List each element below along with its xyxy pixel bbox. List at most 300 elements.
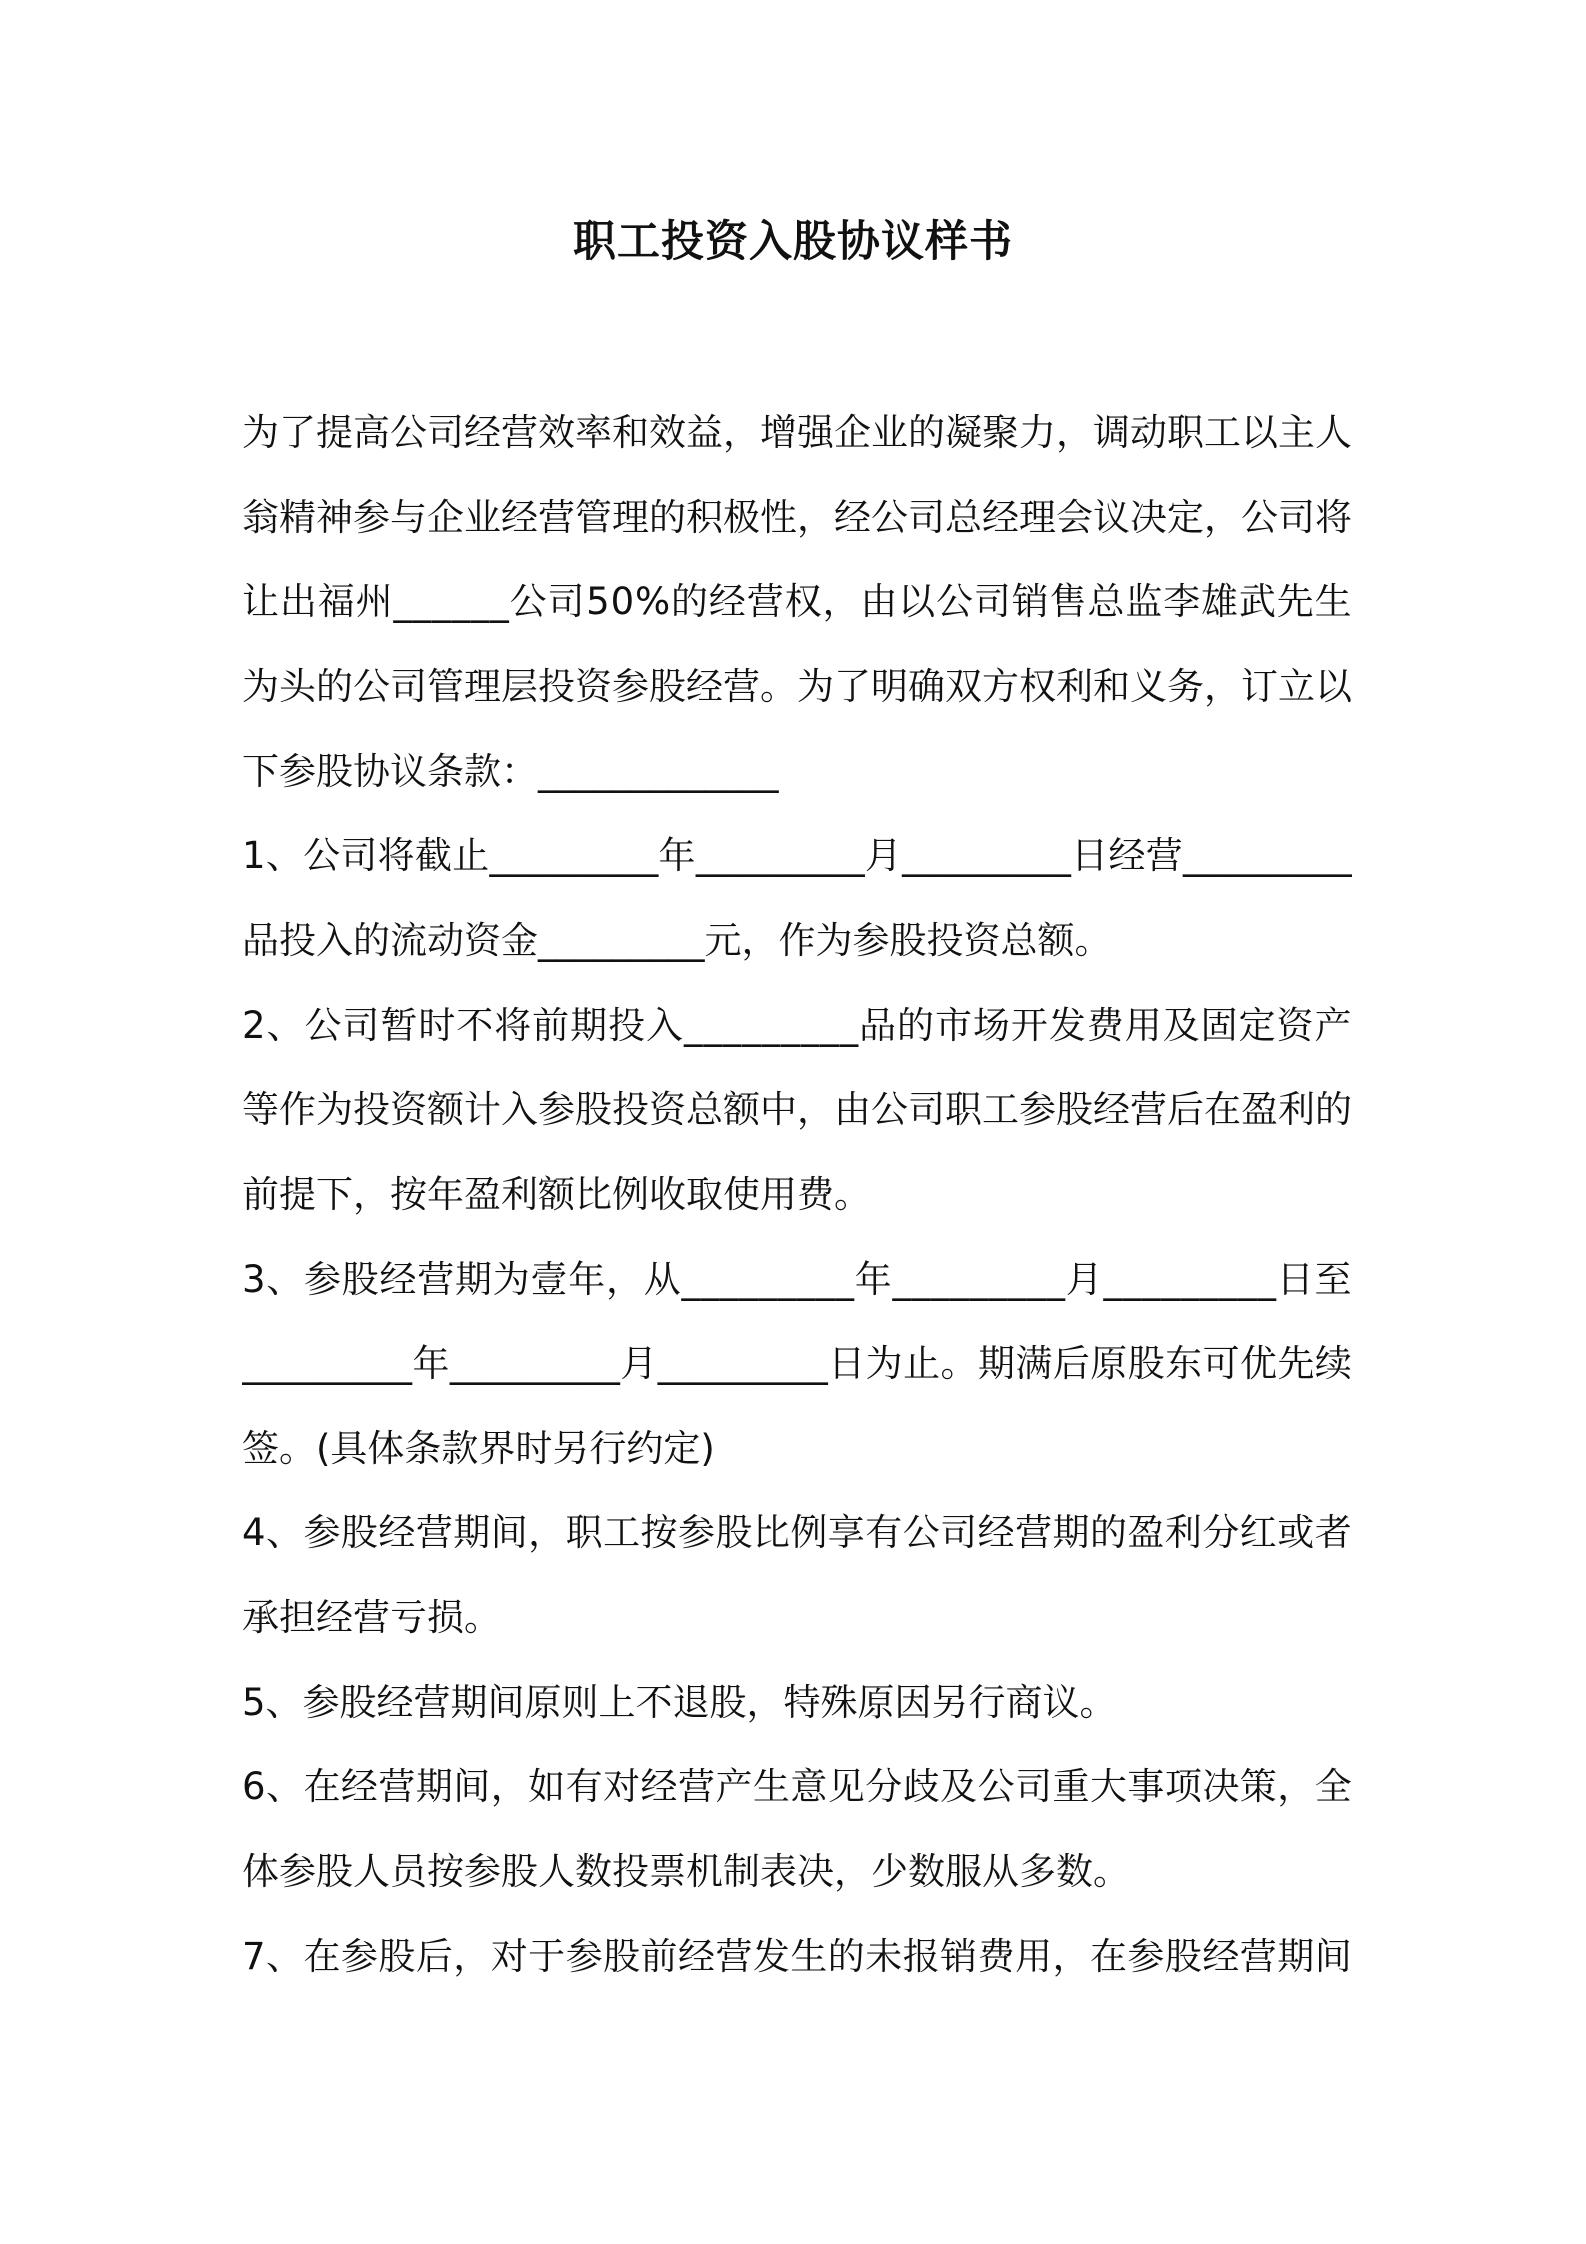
line-char: _ [835, 1258, 855, 1301]
line-char: _ [816, 1258, 835, 1301]
line-char: _ [1122, 1258, 1142, 1301]
line-char: 利 [1164, 1511, 1202, 1554]
line-char: 力 [1019, 411, 1056, 454]
line-char: 公 [977, 1765, 1015, 1808]
line-char: _ [468, 1342, 488, 1385]
line-char: 州 [355, 580, 393, 623]
line-char: 管 [575, 496, 612, 539]
line-char: 生 [752, 1765, 790, 1808]
line-char: _ [564, 834, 584, 877]
line-char: 头 [279, 665, 316, 708]
line-char: 、 [266, 1511, 303, 1554]
line-char: 参 [340, 1935, 378, 1978]
line-char: _ [781, 1004, 800, 1047]
line-char: _ [1103, 1258, 1123, 1301]
line-char: 公 [390, 411, 427, 454]
line-char: 的 [908, 411, 945, 454]
line-char: 日 [1071, 834, 1109, 877]
line-char: 司 [940, 1511, 978, 1554]
line-char: 售 [1049, 580, 1087, 623]
line-char: _ [1183, 834, 1202, 877]
line-char: _ [939, 834, 959, 877]
line-text: 前提下，按年盈利额比例收取使用费。 [242, 1173, 871, 1216]
line-char: _ [601, 1342, 620, 1385]
line-char: 会 [1056, 496, 1093, 539]
line-char: 权 [784, 580, 822, 623]
line-char: _ [506, 1342, 526, 1385]
line-char: 由 [834, 1088, 871, 1131]
line-char: 营 [538, 496, 575, 539]
line-char: _ [742, 1004, 761, 1047]
line-char: 为 [242, 411, 279, 454]
line-char: _ [1052, 834, 1071, 877]
line-char: 满 [1015, 1342, 1053, 1385]
line-char: 原 [1090, 1342, 1128, 1385]
line-char: _ [545, 834, 565, 877]
paragraph-line-4 [242, 658, 1352, 716]
line-char: 5 [586, 580, 610, 623]
line-char: 参 [304, 1258, 342, 1301]
line-char: 发 [752, 1935, 790, 1978]
line-char: _ [739, 1258, 758, 1301]
line-char: _ [695, 1342, 715, 1385]
line-char: 股 [1056, 1088, 1093, 1131]
clause-2-line-2 [242, 1081, 1352, 1139]
line-char: 、 [266, 1765, 303, 1808]
line-char: 营 [378, 1765, 416, 1808]
line-char: 股 [603, 1935, 641, 1978]
line-char: _ [733, 1342, 752, 1385]
line-char: 参 [538, 1088, 575, 1131]
line-char: 经 [640, 1765, 678, 1808]
line-char: 管 [427, 665, 464, 708]
line-char: 公 [303, 834, 341, 877]
line-char: 费 [977, 1935, 1015, 1978]
line-char: 止 [903, 1342, 941, 1385]
line-char: 前 [532, 1004, 570, 1047]
line-char: _ [720, 1258, 739, 1301]
line-char: _ [676, 1342, 696, 1385]
line-char: 额 [427, 1088, 464, 1131]
line-char: 计 [464, 1088, 501, 1131]
line-char: 职 [945, 1088, 982, 1131]
line-char: 等 [242, 1088, 279, 1131]
line-char: 企 [427, 496, 464, 539]
line-char: 经 [340, 1765, 378, 1808]
line-char: _ [820, 1004, 839, 1047]
line-char: _ [950, 1258, 969, 1301]
line-char: ， [822, 580, 860, 623]
line-char: 有 [865, 1511, 903, 1554]
line-char: _ [790, 1342, 809, 1385]
line-char: _ [1027, 1258, 1046, 1301]
line-char: _ [827, 834, 846, 877]
line-char: 暂 [380, 1004, 418, 1047]
line-char: 的 [649, 496, 686, 539]
line-char: 参 [1019, 1088, 1056, 1131]
clause-6-line-1 [242, 1758, 1352, 1816]
clause-3-line-1 [242, 1251, 1352, 1309]
line-char: 由 [860, 580, 898, 623]
line-char: ， [1204, 496, 1241, 539]
line-char: 营 [415, 1511, 453, 1554]
line-char: 开 [1010, 1004, 1048, 1047]
line-char: ， [490, 1765, 528, 1808]
line-char: 总 [945, 496, 982, 539]
line-char: 理 [1019, 496, 1056, 539]
line-char: 股 [1127, 1342, 1165, 1385]
line-char: 、 [265, 834, 303, 877]
clause-1-line-1 [242, 827, 1352, 885]
line-char: 在 [1089, 1935, 1127, 1978]
line-char: _ [1201, 834, 1221, 877]
line-char: _ [487, 1342, 507, 1385]
line-char: _ [260, 1342, 280, 1385]
line-char: 务 [1167, 665, 1204, 708]
line-char: _ [714, 1342, 734, 1385]
line-char: ， [797, 1088, 834, 1131]
line-char: 雄 [1201, 580, 1239, 623]
line-char: 经 [501, 496, 538, 539]
line-char: 4 [242, 1511, 266, 1554]
line-char: 年 [412, 1342, 450, 1385]
paragraph-line-2 [242, 489, 1352, 547]
line-char: _ [1180, 1258, 1200, 1301]
line-char: 经 [708, 580, 746, 623]
line-char: 公 [509, 580, 547, 623]
line-char: 营 [1130, 1088, 1167, 1131]
line-char: 公 [353, 665, 390, 708]
line-char: 的 [671, 580, 709, 623]
clause-5-line-1 [242, 1674, 1352, 1732]
line-text: 品投入的流动资金_________元，作为参股投资总额。 [242, 919, 1112, 962]
clause-3-line-2 [242, 1335, 1352, 1393]
line-char: 例 [790, 1511, 828, 1554]
line-char: _ [996, 834, 1015, 877]
line-char: 项 [1164, 1765, 1202, 1808]
document-title: 职工投资入股协议样书 [573, 217, 1013, 267]
line-char: 年 [568, 1258, 606, 1301]
line-char: 工 [1204, 411, 1241, 454]
line-char: 未 [865, 1935, 903, 1978]
line-char: 公 [1241, 496, 1278, 539]
line-char: 、 [266, 1004, 304, 1047]
line-char: _ [355, 1342, 375, 1385]
line-char: ， [528, 1511, 566, 1554]
line-char: 截 [414, 834, 452, 877]
line-char: 参 [565, 1935, 603, 1978]
line-char: 期 [1052, 1511, 1090, 1554]
paragraph-line-3 [242, 573, 1352, 631]
line-char: 福 [317, 580, 355, 623]
line-char: 经 [379, 1258, 417, 1301]
line-char: 投 [353, 1088, 390, 1131]
line-char: _ [279, 1342, 299, 1385]
line-char: 壹 [530, 1258, 568, 1301]
line-text: 承担经营亏损。 [242, 1596, 501, 1639]
line-char: 营 [1239, 1935, 1277, 1978]
line-char: 红 [1239, 1511, 1277, 1554]
line-char: _ [1142, 1258, 1161, 1301]
line-char: 的 [1315, 1088, 1352, 1131]
line-char: 对 [603, 1765, 641, 1808]
line-char: 确 [908, 665, 945, 708]
line-char: _ [657, 1342, 677, 1385]
line-char: 营 [501, 411, 538, 454]
line-char: 经 [378, 1511, 416, 1554]
line-char: 至 [1314, 1258, 1352, 1301]
line-char: _ [752, 834, 771, 877]
line-char: 3 [242, 1258, 266, 1301]
line-char: _ [958, 834, 977, 877]
line-char: 动 [1130, 411, 1167, 454]
line-char: 于 [528, 1935, 566, 1978]
line-char: 积 [686, 496, 723, 539]
line-text: 5、参股经营期间原则上不退股，特殊原因另行商议。 [242, 1681, 1117, 1724]
line-char: ， [606, 1258, 644, 1301]
line-char: 用 [1015, 1935, 1053, 1978]
line-char: 性 [760, 496, 797, 539]
line-char: 、 [266, 1935, 303, 1978]
line-char: 聚 [982, 411, 1019, 454]
line-char: 发 [1048, 1004, 1086, 1047]
line-char: 层 [501, 665, 538, 708]
line-char: 股 [575, 1088, 612, 1131]
line-char: 。 [760, 665, 797, 708]
line-char: 投 [608, 1004, 646, 1047]
line-char: 比 [752, 1511, 790, 1554]
line-char: 提 [316, 411, 353, 454]
line-char: 经 [977, 1511, 1015, 1554]
line-char: 将 [494, 1004, 532, 1047]
line-char: _ [620, 834, 640, 877]
line-char: _ [722, 1004, 742, 1047]
line-char: 年 [658, 834, 696, 877]
line-char: 续 [1314, 1342, 1352, 1385]
line-char: 业 [464, 496, 501, 539]
line-char: 月 [864, 834, 902, 877]
line-char: _ [470, 580, 490, 623]
line-char: 营 [1015, 1511, 1053, 1554]
line-char: _ [451, 580, 471, 623]
line-char: 凝 [945, 411, 982, 454]
line-char: 以 [898, 580, 936, 623]
line-char: 后 [415, 1935, 453, 1978]
line-char: 立 [1278, 665, 1315, 708]
paragraph-line-1 [242, 404, 1352, 462]
line-char: _ [393, 580, 412, 623]
line-char: 将 [377, 834, 415, 877]
line-char: 资 [649, 1088, 686, 1131]
line-char: 固 [1200, 1004, 1238, 1047]
line-char: ， [1204, 665, 1241, 708]
clause-4-line-2 [242, 1589, 1352, 1647]
line-char: _ [733, 834, 752, 877]
line-char: _ [374, 1342, 394, 1385]
line-char: _ [1046, 1258, 1066, 1301]
line-char: 营 [677, 1765, 715, 1808]
line-char: 理 [612, 496, 649, 539]
line-char: 高 [353, 411, 390, 454]
line-char: 产 [1314, 1004, 1352, 1047]
line-char: 营 [746, 580, 784, 623]
line-char: 投 [538, 665, 575, 708]
line-char: 股 [340, 1511, 378, 1554]
line-char: 报 [902, 1935, 940, 1978]
line-char: 为 [865, 1342, 903, 1385]
line-char: 工 [603, 1511, 641, 1554]
line-char: _ [1161, 1258, 1180, 1301]
line-char: 益 [686, 411, 723, 454]
line-char: 营 [417, 1258, 455, 1301]
line-char: 监 [1125, 580, 1163, 623]
line-char: 了 [279, 411, 316, 454]
line-char: _ [432, 580, 451, 623]
line-char: 分 [1202, 1511, 1240, 1554]
line-char: _ [583, 834, 602, 877]
line-char: 止 [452, 834, 490, 877]
line-char: 歧 [902, 1765, 940, 1808]
line-char: 费 [1086, 1004, 1124, 1047]
line-char: 主 [1278, 411, 1315, 454]
line-char: 营 [1145, 834, 1183, 877]
line-char: 权 [1019, 665, 1056, 708]
line-char: 企 [834, 411, 871, 454]
line-char: _ [1220, 834, 1240, 877]
line-char: _ [1238, 1258, 1257, 1301]
line-char: 司 [908, 496, 945, 539]
line-char: ， [453, 1935, 491, 1978]
line-char: 翁 [242, 496, 279, 539]
line-char: 分 [865, 1765, 903, 1808]
line-char: _ [336, 1342, 356, 1385]
line-char: _ [582, 1342, 601, 1385]
line-char: 定 [1167, 496, 1204, 539]
line-char: _ [758, 1258, 778, 1301]
line-char: 期 [455, 1258, 493, 1301]
line-char: 义 [1130, 665, 1167, 708]
line-char: 调 [1093, 411, 1130, 454]
line-char: 从 [643, 1258, 681, 1301]
line-char: _ [770, 834, 790, 877]
line-char: 盈 [1241, 1088, 1278, 1131]
line-char: 优 [1240, 1342, 1277, 1385]
line-char: 东 [1165, 1342, 1203, 1385]
line-char: 0 [610, 580, 635, 623]
line-char: _ [700, 1258, 720, 1301]
line-char: 司 [427, 411, 464, 454]
line-char: 按 [640, 1511, 678, 1554]
line-char: 见 [827, 1765, 865, 1808]
line-char: _ [1014, 834, 1034, 877]
line-char: 在 [1204, 1088, 1241, 1131]
line-char: 股 [649, 665, 686, 708]
line-char: 经 [834, 496, 871, 539]
line-char: _ [902, 834, 921, 877]
line-char: 期 [415, 1765, 453, 1808]
line-char: 期 [570, 1004, 608, 1047]
line-char: _ [317, 1342, 337, 1385]
line-char: 的 [1089, 1511, 1127, 1554]
line-char: _ [988, 1258, 1008, 1301]
line-char: 司 [340, 834, 378, 877]
line-char: 2 [242, 1004, 266, 1047]
line-char: 公 [304, 1004, 342, 1047]
line-char: 出 [279, 580, 317, 623]
line-char: _ [508, 834, 527, 877]
clause-6-line-2 [242, 1843, 1352, 1901]
line-char: 经 [1108, 834, 1146, 877]
line-char: 以 [1241, 411, 1278, 454]
line-char: % [634, 580, 671, 623]
line-char: 营 [715, 1935, 753, 1978]
line-char: _ [1199, 1258, 1219, 1301]
line-char: _ [1239, 834, 1258, 877]
line-char: _ [1333, 834, 1352, 877]
line-char: 参 [677, 1511, 715, 1554]
line-char: _ [681, 1258, 701, 1301]
line-char: 为 [492, 1258, 530, 1301]
line-char: 利 [1056, 665, 1093, 708]
line-char: 股 [378, 1935, 416, 1978]
line-char: 享 [827, 1511, 865, 1554]
line-char: _ [393, 1342, 412, 1385]
line-char: 司 [1015, 1765, 1053, 1808]
line-char: 如 [528, 1765, 566, 1808]
line-char: 职 [565, 1511, 603, 1554]
line-char: 在 [303, 1765, 341, 1808]
line-char: 月 [1065, 1258, 1103, 1301]
line-char: 职 [1167, 411, 1204, 454]
line-char: _ [412, 580, 432, 623]
line-char: 先 [1276, 580, 1314, 623]
line-char: 人 [1315, 411, 1352, 454]
line-char: 经 [1093, 1088, 1130, 1131]
line-char: 期 [453, 1511, 491, 1554]
line-char: ， [797, 496, 834, 539]
line-char: 事 [1127, 1765, 1165, 1808]
line-char: 对 [490, 1935, 528, 1978]
line-char: 月 [620, 1342, 658, 1385]
line-char: 销 [940, 1935, 978, 1978]
line-char: 股 [715, 1511, 753, 1554]
line-char: 日 [1276, 1258, 1314, 1301]
line-char: _ [911, 1258, 931, 1301]
line-char: 入 [646, 1004, 684, 1047]
line-char: 大 [1089, 1765, 1127, 1808]
line-char: 期 [1277, 1935, 1315, 1978]
line-char: 订 [1241, 665, 1278, 708]
line-char: _ [977, 834, 996, 877]
line-char: 。 [940, 1342, 978, 1385]
line-char: 的 [897, 1004, 935, 1047]
line-char: 中 [760, 1088, 797, 1131]
line-char: 业 [871, 411, 908, 454]
line-char: 为 [797, 665, 834, 708]
line-char: 公 [871, 496, 908, 539]
line-char: _ [683, 1004, 703, 1047]
line-char: 议 [1093, 496, 1130, 539]
line-char: _ [714, 834, 734, 877]
line-char: 经 [464, 411, 501, 454]
line-char: 场 [972, 1004, 1010, 1047]
line-char: 增 [760, 411, 797, 454]
line-char: 司 [973, 580, 1011, 623]
paragraph-line-5 [242, 743, 1352, 801]
line-char: _ [752, 1342, 771, 1385]
line-char: 盈 [1127, 1511, 1165, 1554]
line-char: 李 [1163, 580, 1201, 623]
